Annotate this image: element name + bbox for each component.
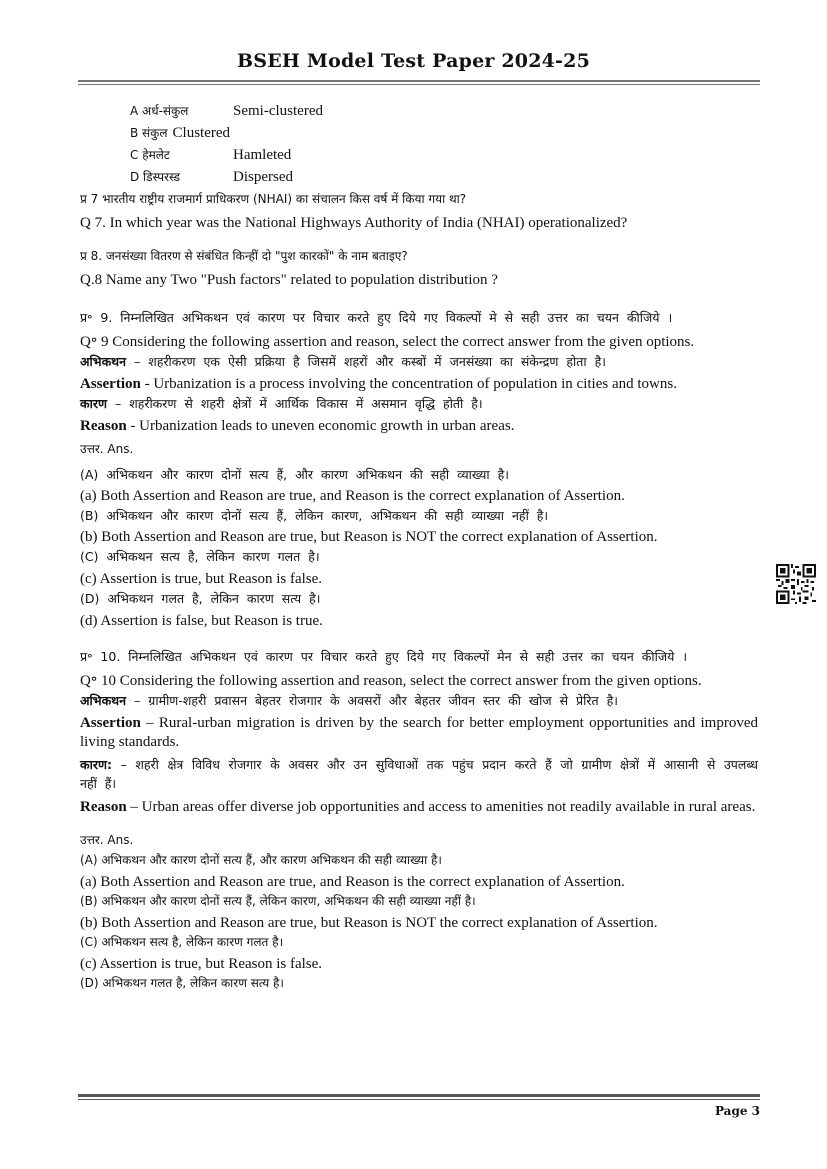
- q9-reason-english: [80, 417, 758, 436]
- page-number: Page 3: [714, 1104, 760, 1118]
- q10-english: Q॰ 10 Considering the following assertion and reason, select the correct answer from the given options.: [80, 673, 702, 689]
- reason-label: Reason: [80, 799, 127, 815]
- q8-hindi: प्र 8. जनसंख्या वितरण से संबंधित किन्हीं दो "पुश कारकों" के नाम बताइए?: [80, 249, 408, 263]
- q9-assertion-hindi: [80, 352, 758, 371]
- assertion-label: अभिकथन: [80, 354, 127, 369]
- q10-reason-hindi: [80, 755, 758, 793]
- q8-english: Q.8 Name any Two "Push factors" related to population distribution ?: [80, 272, 498, 288]
- q10-option-b-english: (b) Both Assertion and Reason are true, but Reason is NOT the correct explanation of Assertion.: [80, 915, 658, 931]
- assertion-label: अभिकथन: [80, 693, 127, 708]
- assertion-text: – Rural-urban migration is driven by the search for better employment opportunities and improved living standards.: [80, 715, 758, 750]
- q9-option-c-english: (c) Assertion is true, but Reason is false.: [80, 571, 323, 587]
- q6-option-b: [130, 122, 758, 144]
- option-label-en: Clustered: [172, 125, 231, 141]
- footer-divider: [78, 1094, 760, 1100]
- assertion-text: – ग्रामीण-शहरी प्रवासन बेहतर रोजगार के अवसरों और बेहतर जीवन स्तर की खोज से प्रेरित है।: [126, 693, 618, 708]
- q7-english: Q 7. In which year was the National Highways Authority of India (NHAI) operationalized?: [80, 215, 628, 231]
- q6-option-d: [130, 166, 758, 188]
- reason-text: – शहरी क्षेत्र विविध रोजगार के अवसर और उन सुविधाओं तक पहुंच प्रदान करते हैं जो ग्रामीण क्षेत्रों में आसानी से उपलब्ध नहीं हैं।: [80, 757, 758, 791]
- q9-option-b-hindi: (B) अभिकथन और कारण दोनों सत्य हैं, लेकिन कारण, अभिकथन की सही व्याख्या नहीं है।: [80, 508, 549, 523]
- qr-code-icon: [776, 564, 816, 604]
- reason-text: – शहरीकरण से शहरी क्षेत्रों में आर्थिक विकास में असमान वृद्धि होती है।: [107, 396, 483, 411]
- assertion-label: Assertion: [80, 376, 141, 392]
- assertion-label: Assertion: [80, 715, 141, 731]
- page-header-title: BSEH Model Test Paper 2024-25: [237, 50, 590, 72]
- q10-option-c-hindi: (C) अभिकथन सत्य है, लेकिन कारण गलत है।: [80, 935, 284, 949]
- q10-answer-label: उत्तर. Ans.: [80, 833, 134, 847]
- reason-label: कारण:: [80, 757, 112, 772]
- option-label-hi: D डिस्परस्ड: [130, 170, 181, 184]
- q9-english: Q॰ 9 Considering the following assertion and reason, select the correct answer from the given options.: [80, 334, 695, 350]
- q9-option-d-english: (d) Assertion is false, but Reason is true.: [80, 613, 323, 629]
- q9-option-b-english: (b) Both Assertion and Reason are true, but Reason is NOT the correct explanation of Assertion.: [80, 529, 658, 545]
- reason-text: - Urbanization leads to uneven economic growth in urban areas.: [126, 418, 515, 434]
- q6-option-c: [130, 144, 758, 166]
- q10-option-c-english: (c) Assertion is true, but Reason is false.: [80, 956, 323, 972]
- q9-answer-label: उत्तर. Ans.: [80, 442, 134, 456]
- q9-assertion-english: [80, 375, 758, 394]
- q9-option-a-hindi: (A) अभिकथन और कारण दोनों सत्य हैं, और कारण अभिकथन की सही व्याख्या है।: [80, 467, 510, 482]
- q10-hindi: प्र॰ 10. निम्नलिखित अभिकथन एवं कारण पर विचार करते हुए दिये गए विकल्पों मेन से सही उत्तर का चयन कीजिये ।: [80, 649, 688, 664]
- assertion-text: - Urbanization is a process involving the concentration of population in cities and towns.: [140, 376, 677, 392]
- reason-label: Reason: [80, 418, 127, 434]
- option-label-en: Semi-clustered: [233, 103, 323, 119]
- q10-option-a-english: (a) Both Assertion and Reason are true, and Reason is the correct explanation of Assertion.: [80, 874, 625, 890]
- q9-option-d-hindi: (D) अभिकथन गलत है, लेकिन कारण सत्य है।: [80, 591, 321, 606]
- header-divider: [78, 80, 760, 85]
- q6-options: [80, 100, 758, 188]
- option-label-en: Dispersed: [233, 169, 293, 185]
- q10-reason-english: [80, 798, 758, 817]
- q10-option-a-hindi: (A) अभिकथन और कारण दोनों सत्य हैं, और कारण अभिकथन की सही व्याख्या है।: [80, 853, 442, 867]
- q6-option-a: [130, 100, 758, 122]
- q9-reason-hindi: [80, 394, 758, 413]
- q9-hindi: प्र॰ 9. निम्नलिखित अभिकथन एवं कारण पर विचार करते हुए दिये गए विकल्पों मे से सही उत्तर का चयन कीजिये ।: [80, 310, 673, 325]
- reason-text: – Urban areas offer diverse job opportunities and access to amenities not readily available in rural areas.: [126, 799, 756, 815]
- q10-assertion-english: [80, 714, 758, 752]
- q7-hindi: प्र 7 भारतीय राष्ट्रीय राजमार्ग प्राधिकरण (NHAI) का संचालन किस वर्ष में किया गया था?: [80, 192, 467, 206]
- q9-option-c-hindi: (C) अभिकथन सत्य है, लेकिन कारण गलत है।: [80, 549, 320, 564]
- option-label-hi: A अर्ध-संकुल: [130, 104, 189, 118]
- assertion-text: – शहरीकरण एक ऐसी प्रक्रिया है जिसमें शहरों और कस्बों में जनसंख्या का संकेन्द्रण होता है।: [126, 354, 606, 369]
- option-label-en: Hamleted: [233, 147, 292, 163]
- q10-option-b-hindi: (B) अभिकथन और कारण दोनों सत्य हैं, लेकिन कारण, अभिकथन की सही व्याख्या नहीं है।: [80, 894, 476, 908]
- question-content: [80, 100, 758, 993]
- reason-label: कारण: [80, 396, 107, 411]
- q10-assertion-hindi: [80, 691, 758, 710]
- q9-option-a-english: (a) Both Assertion and Reason are true, and Reason is the correct explanation of Assertion.: [80, 488, 625, 504]
- option-label-hi: C हेमलेट: [130, 148, 170, 162]
- q10-option-d-hindi: (D) अभिकथन गलत है, लेकिन कारण सत्य है।: [80, 976, 284, 990]
- option-label-hi: B संकुल: [130, 126, 168, 140]
